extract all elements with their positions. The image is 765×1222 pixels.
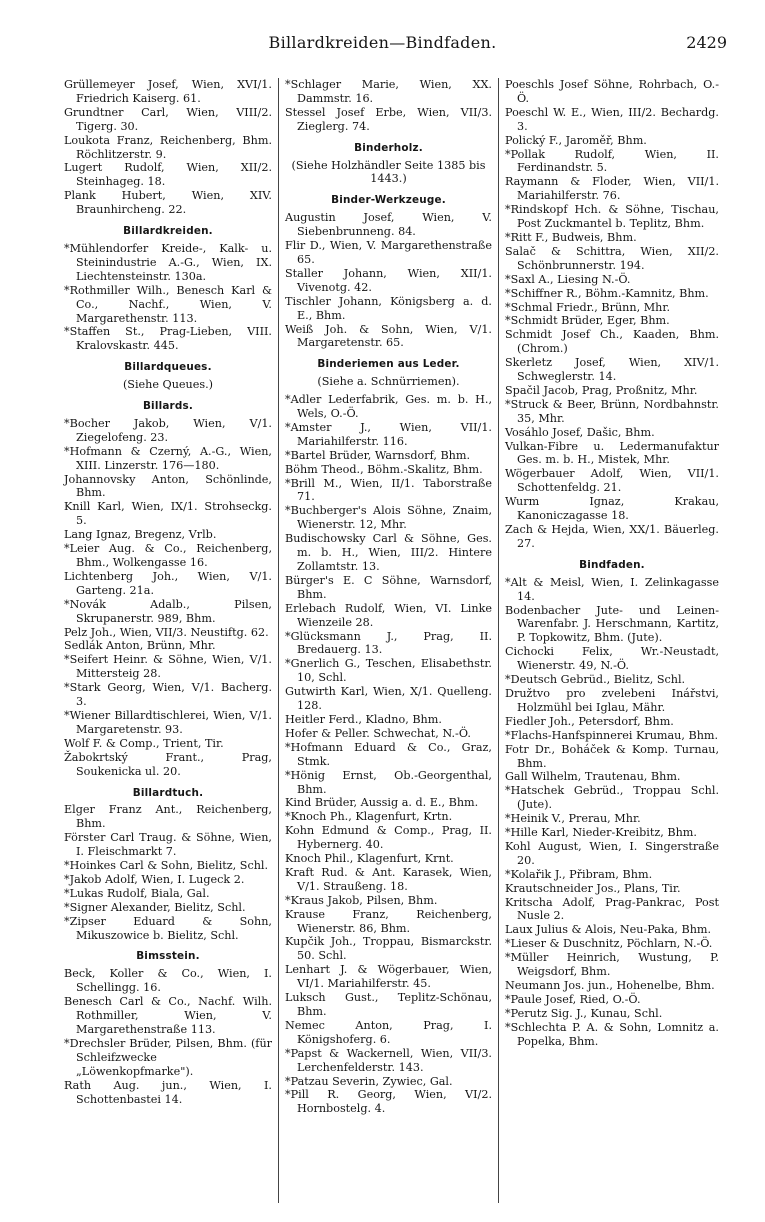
directory-entry: Johannovsky Anton, Schönlinde, Bhm. (64, 472, 272, 500)
directory-entry: Grundtner Carl, Wien, VIII/2. Tigerg. 30. (64, 105, 272, 133)
directory-entry: Kraft Rud. & Ant. Karasek, Wien, V/1. Straußeng. 18. (285, 865, 492, 893)
directory-entry: *Paule Josef, Ried, O.-Ö. (505, 992, 641, 1006)
section-heading: Billardqueues. (124, 361, 212, 374)
directory-entry: *Papst & Wackernell, Wien, VII/3. Lerchenfelderstr. 143. (285, 1046, 492, 1074)
cross-reference-note: (Siehe a. Schnürriemen). (317, 375, 460, 389)
directory-entry: *Wiener Billardtischlerei, Wien, V/1. Margaretenstr. 93. (64, 708, 272, 736)
directory-entry: Pelz Joh., Wien, VII/3. Neustiftg. 62. (64, 625, 269, 639)
directory-entry: Flir D., Wien, V. Margarethenstraße 65. (285, 239, 492, 266)
directory-entry: *Hönig Ernst, Ob.-Georgenthal, Bhm. (285, 768, 492, 796)
section-heading: Bindfaden. (579, 558, 645, 571)
directory-entry: *Amster J., Wien, VII/1. Mariahilferstr. 116. (285, 420, 492, 448)
directory-entry: *Bocher Jakob, Wien, V/1. Ziegelofeng. 23. (64, 416, 272, 444)
directory-entry: Beck, Koller & Co., Wien, I. Schellingg. 16. (64, 967, 272, 995)
directory-entry: *Hofmann Eduard & Co., Graz, Stmk. (285, 740, 492, 768)
directory-entry: Rath Aug. jun., Wien, I. Schottenbastei 14. (64, 1078, 272, 1106)
section-heading: Binderholz. (354, 141, 423, 154)
running-title: Billardkreiden—Bindfaden. (268, 33, 497, 52)
directory-entry: *Schlechta P. A. & Sohn, Lomnitz a. Popelka, Bhm. (505, 1020, 719, 1048)
directory-entry: Elger Franz Ant., Reichenberg, Bhm. (64, 803, 272, 831)
directory-entry: Heitler Ferd., Kladno, Bhm. (285, 712, 442, 726)
directory-entry: *Ritt F., Budweis, Bhm. (505, 230, 637, 244)
directory-entry: Krause Franz, Reichenberg, Wienerstr. 86, Bhm. (285, 907, 492, 935)
directory-entry: *Signer Alexander, Bielitz, Schl. (64, 900, 246, 914)
directory-entry: Kohl August, Wien, I. Singerstraße 20. (505, 839, 719, 867)
directory-entry: *Kolařik J., Přibram, Bhm. (505, 867, 653, 881)
section-heading: Bimsstein. (136, 950, 200, 963)
section-heading: Billards. (142, 400, 194, 413)
directory-entry: Wolf F. & Comp., Trient, Tir. (64, 736, 224, 750)
directory-entry: *Brill M., Wien, II/1. Taborstraße 71. (285, 476, 492, 504)
directory-entry: Kupčik Joh., Troppau, Bismarckstr. 50. Schl. (285, 935, 492, 963)
directory-entry: Lugert Rudolf, Wien, XII/2. Steinhageg. 18. (64, 161, 272, 189)
directory-entry: *Leier Aug. & Co., Reichenberg, Bhm., Wolkengasse 16. (64, 542, 272, 569)
directory-entry: Benesch Carl & Co., Nachf. Wilh. Rothmiller, Wien, V. Margarethenstraße 113. (64, 995, 272, 1036)
directory-entry: Schmidt Josef Ch., Kaaden, Bhm. (Chrom.) (505, 328, 719, 356)
directory-entry: *Buchberger's Alois Söhne, Znaim, Wienerstr. 12, Mhr. (285, 504, 492, 532)
directory-entry: *Deutsch Gebrüd., Bielitz, Schl. (505, 673, 686, 687)
directory-entry: Salač & Schittra, Wien, XII/2. Schönbrunnerstr. 194. (505, 244, 719, 272)
directory-entry: Vosáhlo Josef, Dašic, Bhm. (505, 425, 655, 439)
column-3 (505, 78, 719, 1049)
directory-entry: Žabokrtský Frant., Prag, Soukenicka ul. 20. (64, 750, 272, 778)
directory-entry: *Schlager Marie, Wien, XX. Dammstr. 16. (285, 78, 492, 105)
cross-reference-note: (Siehe Holzhändler Seite 1385 bis 1443.) (291, 158, 486, 186)
column-divider (278, 78, 279, 1203)
directory-entry: Weiß Joh. & Sohn, Wien, V/1. Margaretenstr. 65. (285, 322, 492, 350)
directory-entry: Stessel Josef Erbe, Wien, VII/3. Zieglerg. 74. (285, 105, 492, 133)
directory-entry: Lenhart J. & Wögerbauer, Wien, VI/1. Mariahilferstr. 45. (285, 963, 492, 991)
directory-entry: Bodenbacher Jute- und Leinen-Warenfabr. J. Herschmann, Kartitz, P. Topkowitz, Bhm. (Jute). (505, 603, 719, 645)
directory-entry: Nemec Anton, Prag, I. Königshoferg. 6. (285, 1018, 492, 1046)
section-heading: Billardtuch. (132, 786, 204, 799)
section-heading: Binderiemen aus Leder. (317, 358, 460, 371)
page-header (0, 31, 765, 57)
directory-entry: *Schmidt Brüder, Eger, Bhm. (505, 314, 670, 328)
directory-entry: Wurm Ignaz, Krakau, Kanoniczagasse 18. (505, 495, 719, 523)
page-number: 2429 (686, 33, 727, 52)
directory-entry: Zach & Hejda, Wien, XX/1. Bäuerleg. 27. (505, 523, 719, 550)
directory-entry: Knill Karl, Wien, IX/1. Strohseckg. 5. (64, 500, 272, 528)
directory-entry: Tischler Johann, Königsberg a. d. E., Bhm. (285, 294, 492, 322)
directory-entry: Staller Johann, Wien, XII/1. Vivenotg. 42. (285, 266, 492, 294)
directory-entry: Budischowsky Carl & Söhne, Ges. m. b. H., Wien, III/2. Hintere Zollamtstr. 13. (285, 532, 492, 573)
directory-entry: Lang Ignaz, Bregenz, Vrlb. (64, 528, 217, 542)
directory-entry: *Schmal Friedr., Brünn, Mhr. (505, 300, 671, 314)
directory-entry: *Flachs-Hanfspinnerei Krumau, Bhm. (505, 728, 719, 742)
directory-entry: Vulkan-Fibre u. Ledermanufaktur Ges. m. b. H., Mistek, Mhr. (505, 439, 719, 467)
directory-entry: Kritscha Adolf, Prag-Pankrac, Post Nusle 2. (505, 895, 719, 923)
directory-entry: *Hofmann & Czerný, A.-G., Wien, XIII. Linzerstr. 176—180. (64, 444, 272, 472)
section-heading: Binder-Werkzeuge. (331, 194, 446, 207)
directory-entry: Neumann Jos. jun., Hohenelbe, Bhm. (505, 979, 715, 992)
directory-entry: *Hoinkes Carl & Sohn, Bielitz, Schl. (64, 859, 269, 873)
directory-entry: Knoch Phil., Klagenfurt, Krnt. (285, 852, 454, 866)
directory-entry: *Mühlendorfer Kreide-, Kalk- u. Steinindustrie A.-G., Wien, IX. Liechtensteinstr. 130a. (64, 241, 272, 283)
directory-entry: Poeschls Josef Söhne, Rohrbach, O.-Ö. (505, 78, 719, 105)
directory-entry: Grüllemeyer Josef, Wien, XVI/1. Friedrich Kaiserg. 61. (64, 78, 272, 105)
directory-entry: Loukota Franz, Reichenberg, Bhm. Röchlitzerstr. 9. (64, 133, 272, 161)
directory-entry: *Müller Heinrich, Wustung, P. Weigsdorf, Bhm. (505, 951, 719, 979)
directory-entry: Fiedler Joh., Petersdorf, Bhm. (505, 714, 674, 728)
directory-entry: Bürger's E. C Söhne, Warnsdorf, Bhm. (285, 573, 492, 601)
directory-entry: *Adler Lederfabrik, Ges. m. b. H., Wels, O.-Ö. (285, 393, 492, 421)
directory-entry: *Lukas Rudolf, Biala, Gal. (64, 886, 210, 900)
directory-entry: Sedlák Anton, Brünn, Mhr. (64, 639, 216, 653)
directory-entry: *Pill R. Georg, Wien, VI/2. Hornbostelg. 4. (285, 1088, 492, 1116)
section-heading: Billardkreiden. (123, 225, 213, 238)
directory-entry: *Heinik V., Prerau, Mhr. (505, 812, 641, 826)
directory-entry: Laux Julius & Alois, Neu-Paka, Bhm. (505, 923, 712, 937)
directory-entry: *Jakob Adolf, Wien, I. Lugeck 2. (64, 872, 245, 886)
directory-entry: *Drechsler Brüder, Pilsen, Bhm. (für Schleifzwecke „Löwenkopfmarke"). (64, 1036, 272, 1078)
directory-entry: *Rindskopf Hch. & Söhne, Tischau, Post Zuckmantel b. Teplitz, Bhm. (505, 203, 719, 231)
directory-entry: Kind Brüder, Aussig a. d. E., Bhm. (285, 796, 479, 810)
directory-entry: Wögerbauer Adolf, Wien, VII/1. Schottenfeldg. 21. (505, 467, 719, 495)
directory-entry: Spačil Jacob, Prag, Proßnitz, Mhr. (505, 383, 698, 397)
directory-entry: *Gnerlich G., Teschen, Elisabethstr. 10, Schl. (285, 657, 492, 685)
directory-entry: *Hatschek Gebrüd., Troppau Schl. (Jute). (505, 784, 719, 812)
directory-entry: Böhm Theod., Böhm.-Skalitz, Bhm. (285, 462, 483, 476)
directory-entry: *Staffen St., Prag-Lieben, VIII. Kralovskastr. 445. (64, 325, 272, 353)
directory-entry: Luksch Gust., Teplitz-Schönau, Bhm. (285, 991, 492, 1018)
directory-entry: *Kraus Jakob, Pilsen, Bhm. (285, 893, 438, 907)
column-1 (64, 78, 272, 1106)
directory-entry: Skerletz Josef, Wien, XIV/1. Schweglerstr. 14. (505, 356, 719, 384)
directory-entry: *Saxl A., Liesing N.-Ö. (505, 272, 631, 286)
column-divider (498, 78, 499, 1203)
directory-entry: *Hille Karl, Nieder-Kreibitz, Bhm. (505, 826, 697, 840)
directory-entry: Erlebach Rudolf, Wien, VI. Linke Wienzeile 28. (285, 601, 492, 629)
directory-entry: Poeschl W. E., Wien, III/2. Bechardg. 3. (505, 105, 719, 133)
directory-entry: *Knoch Ph., Klagenfurt, Krtn. (285, 810, 453, 824)
directory-entry: Kohn Edmund & Comp., Prag, II. Hybernerg. 40. (285, 824, 492, 852)
directory-entry: Cichocki Felix, Wr.-Neustadt, Wienerstr. 49, N.-Ö. (505, 645, 719, 673)
cross-reference-note: (Siehe Queues.) (122, 378, 214, 392)
directory-entry: Lichtenberg Joh., Wien, V/1. Garteng. 21a. (64, 569, 272, 597)
directory-entry: Plank Hubert, Wien, XIV. Braunhircheng. 22. (64, 189, 272, 217)
directory-entry: *Rothmiller Wilh., Benesch Karl & Co., Nachf., Wien, V. Margarethenstr. 113. (64, 283, 272, 325)
directory-entry: Fotr Dr., Boháček & Komp. Turnau, Bhm. (505, 742, 719, 770)
directory-entry: Raymann & Floder, Wien, VII/1. Mariahilferstr. 76. (505, 175, 719, 203)
directory-entry: Polický F., Jaroměř, Bhm. (505, 133, 647, 147)
directory-entry: *Struck & Beer, Brünn, Nordbahnstr. 35, Mhr. (505, 397, 719, 425)
directory-entry: Förster Carl Traug. & Söhne, Wien, I. Fleischmarkt 7. (64, 831, 272, 859)
directory-entry: *Pollak Rudolf, Wien, II. Ferdinandstr. 5. (505, 147, 719, 175)
directory-entry: Gutwirth Karl, Wien, X/1. Quelleng. 128. (285, 685, 492, 713)
directory-entry: Gall Wilhelm, Trautenau, Bhm. (505, 770, 681, 784)
directory-entry: *Bartel Brüder, Warnsdorf, Bhm. (285, 448, 471, 462)
directory-entry: *Lieser & Duschnitz, Pöchlarn, N.-Ö. (505, 937, 713, 951)
directory-entry: Družtvo pro zvelebeni Inářstvi, Holzmühl bei Iglau, Mähr. (505, 686, 719, 714)
directory-entry: *Patzau Severin, Zywiec, Gal. (285, 1074, 453, 1088)
directory-entry: Hofer & Peller. Schwechat, N.-Ö. (285, 726, 471, 740)
directory-entry: *Glücksmann J., Prag, II. Bredauerg. 13. (285, 629, 492, 657)
directory-entry: Augustin Josef, Wien, V. Siebenbrunneng. 84. (285, 211, 492, 239)
directory-entry: *Perutz Sig. J., Kunau, Schl. (505, 1006, 663, 1020)
column-2 (285, 78, 492, 1116)
directory-entry: Krautschneider Jos., Plans, Tir. (505, 881, 681, 895)
directory-entry: *Schiffner R., Böhm.-Kamnitz, Bhm. (505, 286, 709, 300)
directory-entry: *Novák Adalb., Pilsen, Skrupanerstr. 989, Bhm. (64, 597, 272, 625)
directory-entry: *Seifert Heinr. & Söhne, Wien, V/1. Mittersteig 28. (64, 653, 272, 681)
directory-entry: *Alt & Meisl, Wien, I. Zelinkagasse 14. (505, 575, 719, 603)
directory-entry: *Zipser Eduard & Sohn, Mikuszowice b. Bielitz, Schl. (64, 914, 272, 942)
directory-columns (64, 78, 719, 1203)
directory-entry: *Stark Georg, Wien, V/1. Bacherg. 3. (64, 681, 272, 709)
